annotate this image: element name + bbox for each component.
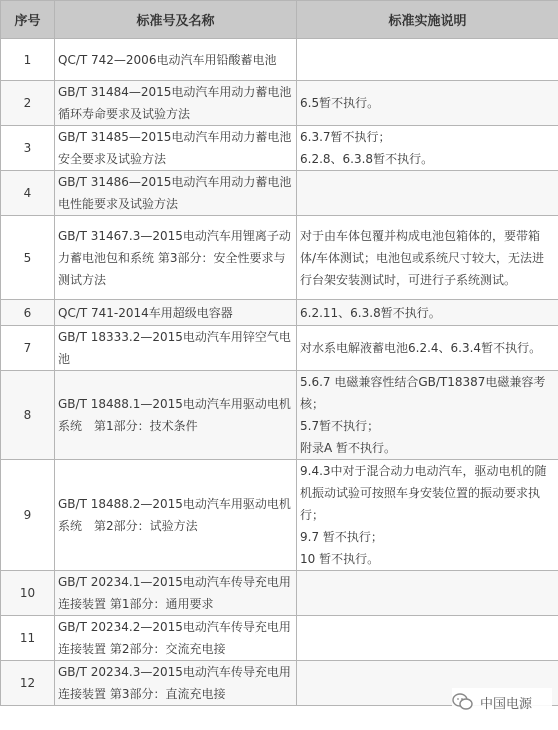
table-row — [1, 326, 558, 371]
implementation-note-cell — [297, 616, 558, 661]
serial-cell: 7 — [1, 326, 55, 371]
serial-cell: 6 — [1, 300, 55, 326]
serial-cell: 9 — [1, 460, 55, 571]
table-header-row — [1, 1, 558, 39]
header-implementation-note: 标准实施说明 — [297, 1, 558, 39]
implementation-note-cell — [297, 171, 558, 216]
table-row — [1, 460, 558, 571]
standard-name-cell: GB/T 20234.3—2015电动汽车传导充电用连接装置 第3部分：直流充电接 — [55, 661, 297, 706]
implementation-note-cell: 6.5暂不执行。 — [297, 81, 558, 126]
standard-name-cell: GB/T 18488.1—2015电动汽车用驱动电机系统 第1部分：技术条件 — [55, 371, 297, 460]
standard-name-cell: QC/T 742—2006电动汽车用铅酸蓄电池 — [55, 39, 297, 81]
table-row — [1, 171, 558, 216]
implementation-note-cell — [297, 39, 558, 81]
watermark-text: 中国电源 — [480, 696, 533, 712]
table-row — [1, 39, 558, 81]
implementation-note-cell: 9.4.3中对于混合动力电动汽车，驱动电机的随机振动试验可按照车身安装位置的振动要求执行； 9.7 暂不执行； 10 暂不执行。 — [297, 460, 558, 571]
table-row — [1, 126, 558, 171]
serial-cell: 4 — [1, 171, 55, 216]
serial-cell: 10 — [1, 571, 55, 616]
standard-name-cell: GB/T 20234.1—2015电动汽车传导充电用连接装置 第1部分：通用要求 — [55, 571, 297, 616]
serial-cell: 5 — [1, 216, 55, 300]
table-row — [1, 616, 558, 661]
table-row — [1, 571, 558, 616]
watermark — [452, 688, 552, 716]
table-row — [1, 81, 558, 126]
standard-name-cell: QC/T 741-2014车用超级电容器 — [55, 300, 297, 326]
table-row — [1, 216, 558, 300]
implementation-note-cell: 6.2.11、6.3.8暂不执行。 — [297, 300, 558, 326]
serial-cell: 11 — [1, 616, 55, 661]
serial-cell: 3 — [1, 126, 55, 171]
standard-name-cell: GB/T 31485—2015电动汽车用动力蓄电池安全要求及试验方法 — [55, 126, 297, 171]
serial-cell: 8 — [1, 371, 55, 460]
implementation-note-cell: 对于由车体包覆并构成电池包箱体的，要带箱体/车体测试；电池包或系统尺寸较大，无法进行台架安装测试时，可进行子系统测试。 — [297, 216, 558, 300]
header-serial: 序号 — [1, 1, 55, 39]
standard-name-cell: GB/T 18488.2—2015电动汽车用驱动电机系统 第2部分：试验方法 — [55, 460, 297, 571]
implementation-note-cell: 对水系电解液蓄电池6.2.4、6.3.4暂不执行。 — [297, 326, 558, 371]
wechat-icon — [452, 693, 474, 711]
implementation-note-cell: 6.3.7暂不执行； 6.2.8、6.3.8暂不执行。 — [297, 126, 558, 171]
standard-name-cell: GB/T 18333.2—2015电动汽车用锌空气电池 — [55, 326, 297, 371]
serial-cell: 2 — [1, 81, 55, 126]
standard-name-cell: GB/T 31484—2015电动汽车用动力蓄电池循环寿命要求及试验方法 — [55, 81, 297, 126]
header-standard-name: 标准号及名称 — [55, 1, 297, 39]
standard-name-cell: GB/T 31486—2015电动汽车用动力蓄电池电性能要求及试验方法 — [55, 171, 297, 216]
table-row — [1, 300, 558, 326]
implementation-note-cell — [297, 571, 558, 616]
implementation-note-cell: 5.6.7 电磁兼容性结合GB/T18387电磁兼容考核； 5.7暂不执行； 附录A 暂不执行。 — [297, 371, 558, 460]
standard-name-cell: GB/T 20234.2—2015电动汽车传导充电用连接装置 第2部分：交流充电接 — [55, 616, 297, 661]
serial-cell: 1 — [1, 39, 55, 81]
serial-cell: 12 — [1, 661, 55, 706]
standard-name-cell: GB/T 31467.3—2015电动汽车用锂离子动力蓄电池包和系统 第3部分：安全性要求与测试方法 — [55, 216, 297, 300]
table-row — [1, 371, 558, 460]
